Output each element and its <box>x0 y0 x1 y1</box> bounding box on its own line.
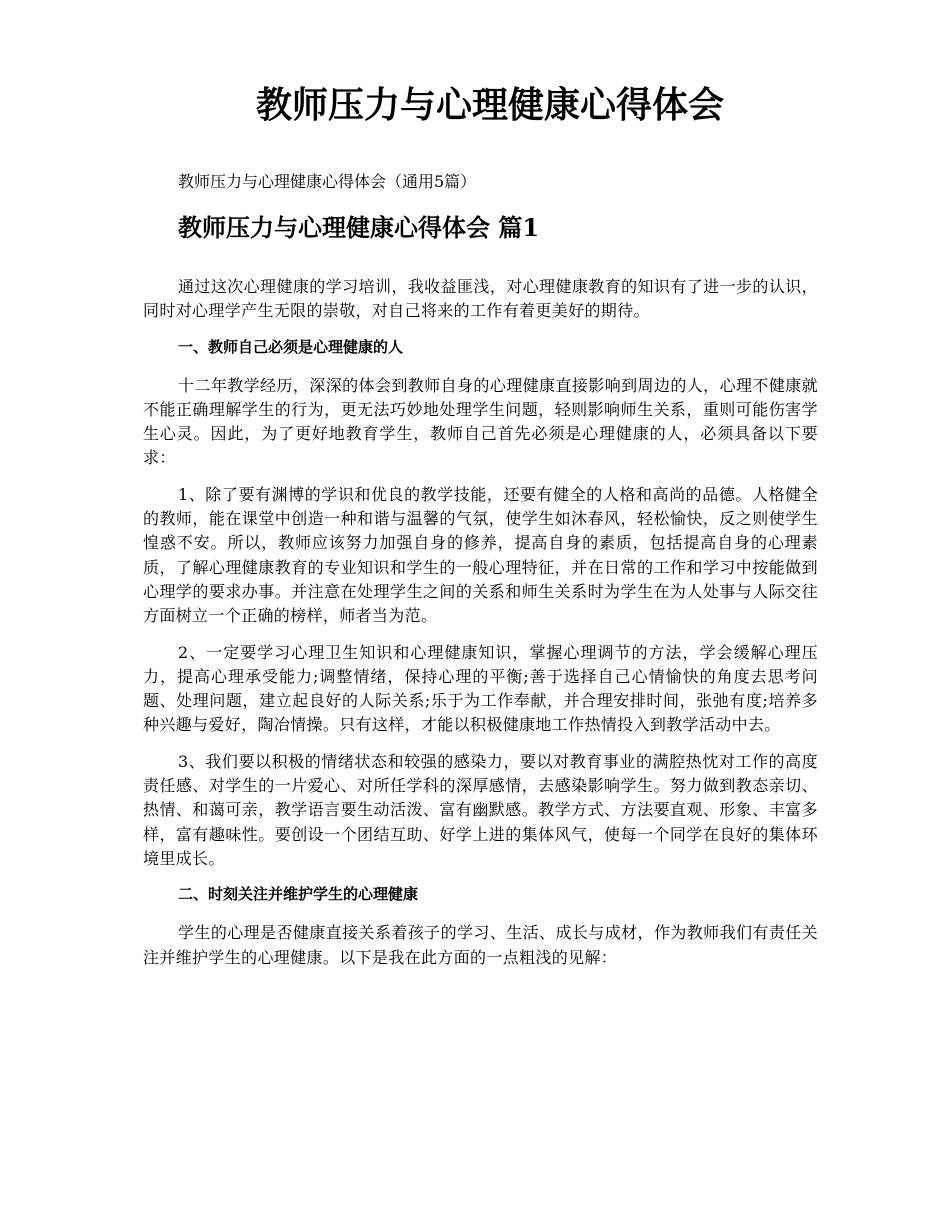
paragraph-point-1: 1、除了要有渊博的学识和优良的教学技能，还要有健全的人格和高尚的品德。人格健全的教师，能在课堂中创造一种和谐与温馨的气氛，使学生如沐春风，轻松愉快，反之则使学生惶惑不安。所以，教师应该努力加强自身的修养，提高自身的素质，包括提高自身的心理素质，了解心理健康教育的专业知识和学生的一般心理特征，并在日常的工作和学习中按能做到心理学的要求办事。并注意在处理学生之间的关系和师生关系时为学生在为人处事与人际交往方面树立一个正确的榜样，师者当为范。 <box>143 484 818 626</box>
paragraph-point-2: 2、一定要学习心理卫生知识和心理健康知识，掌握心理调节的方法，学会缓解心理压力，提高心理承受能力;调整情绪，保持心理的平衡;善于选择自己心情愉快的角度去思考问题、处理问题，建立起良好的人际关系;乐于为工作奉献，并合理安排时间，张弛有度;培养多种兴趣与爱好，陶冶情操。只有这样，才能以积极健康地工作热情投入到教学活动中去。 <box>143 642 818 735</box>
paragraph-point-3: 3、我们要以积极的情绪状态和较强的感染力，要以对教育事业的满腔热忱对工作的高度责任感、对学生的一片爱心、对所任学科的深厚感情，去感染影响学生。努力做到教态亲切、热情、和蔼可亲，教学语言要生动活泼、富有幽默感。教学方式、方法要直观、形象、丰富多样，富有趣味性。要创设一个团结互助、好学上进的集体风气，使每一个同学在良好的集体环境里成长。 <box>143 751 818 868</box>
paragraph-teaching-experience: 十二年教学经历，深深的体会到教师自身的心理健康直接影响到周边的人，心理不健康就不能正确理解学生的行为，更无法巧妙地处理学生问题，轻则影响师生关系，重则可能伤害学生心灵。因此，为了更好地教育学生，教师自己首先必须是心理健康的人，必须具备以下要求： <box>143 375 818 468</box>
paragraph-student-mental-health: 学生的心理是否健康直接关系着孩子的学习、生活、成长与成材，作为教师我们有责任关注并维护学生的心理健康。以下是我在此方面的一点粗浅的见解： <box>143 923 818 967</box>
intro-paragraph: 通过这次心理健康的学习培训，我收益匪浅，对心理健康教育的知识有了进一步的认识，同时对心理学产生无限的崇敬，对自己将来的工作有着更美好的期待。 <box>143 277 818 321</box>
subheading-student-mental-health: 二、时刻关注并维护学生的心理健康 <box>178 885 419 904</box>
document-title: 教师压力与心理健康心得体会 <box>255 84 724 126</box>
subheading-teacher-mental-health: 一、教师自己必须是心理健康的人 <box>178 337 404 356</box>
section-heading: 教师压力与心理健康心得体会 篇1 <box>178 213 540 242</box>
document-body <box>143 275 818 982</box>
document-subtitle: 教师压力与心理健康心得体会（通用5篇） <box>178 172 477 191</box>
